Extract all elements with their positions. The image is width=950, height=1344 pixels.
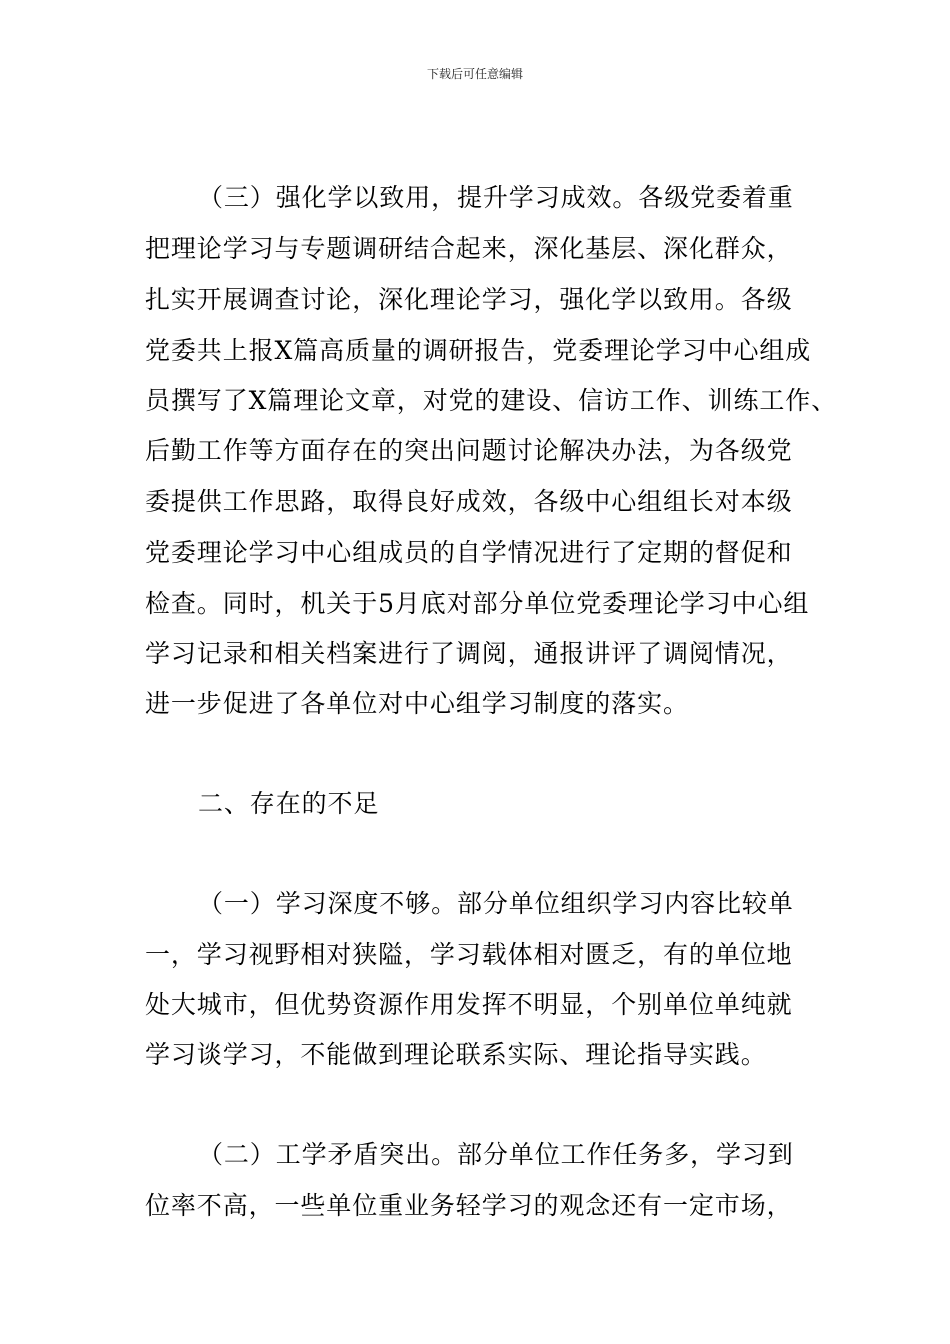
paragraph-line: 委提供工作思路，取得良好成效，各级中心组组长对本级: [145, 487, 793, 516]
paragraph-line: 党委理论学习中心组成员的自学情况进行了定期的督促和: [145, 538, 793, 567]
page-header: 下载后可任意编辑: [426, 67, 523, 81]
paragraph-line: 学习谈学习，不能做到理论联系实际、理论指导实践。: [145, 1040, 767, 1069]
paragraph-line: （二）工学矛盾突出。部分单位工作任务多，学习到: [198, 1140, 794, 1169]
paragraph-line: （一）学习深度不够。部分单位组织学习内容比较单: [198, 889, 794, 918]
paragraph-line: 后勤工作等方面存在的突出问题讨论解决办法，为各级党: [145, 436, 793, 465]
paragraph-line: （三）强化学以致用，提升学习成效。各级党委着重: [198, 183, 794, 212]
paragraph-line: 检查。同时，机关于5月底对部分单位党委理论学习中心组: [145, 589, 810, 618]
paragraph-line: 一，学习视野相对狭隘，学习载体相对匮乏，有的单位地: [145, 940, 793, 969]
paragraph-line: 党委共上报X篇高质量的调研报告，党委理论学习中心组成: [145, 336, 812, 365]
paragraph-line: 把理论学习与专题调研结合起来，深化基层、深化群众，: [145, 234, 793, 263]
paragraph-line: 位率不高，一些单位重业务轻学习的观念还有一定市场，: [145, 1191, 793, 1220]
paragraph-line: 处大城市，但优势资源作用发挥不明显，个别单位单纯就: [145, 990, 793, 1019]
paragraph-line: 学习记录和相关档案进行了调阅，通报讲评了调阅情况，: [145, 639, 793, 668]
section-heading: 二、存在的不足: [198, 789, 380, 818]
paragraph-line: 扎实开展调查讨论，深化理论学习，强化学以致用。各级: [145, 285, 793, 314]
paragraph-line: 进一步促进了各单位对中心组学习制度的落实。: [145, 689, 689, 718]
paragraph-line: 员撰写了X篇理论文章，对党的建设、信访工作、训练工作、: [145, 386, 838, 415]
